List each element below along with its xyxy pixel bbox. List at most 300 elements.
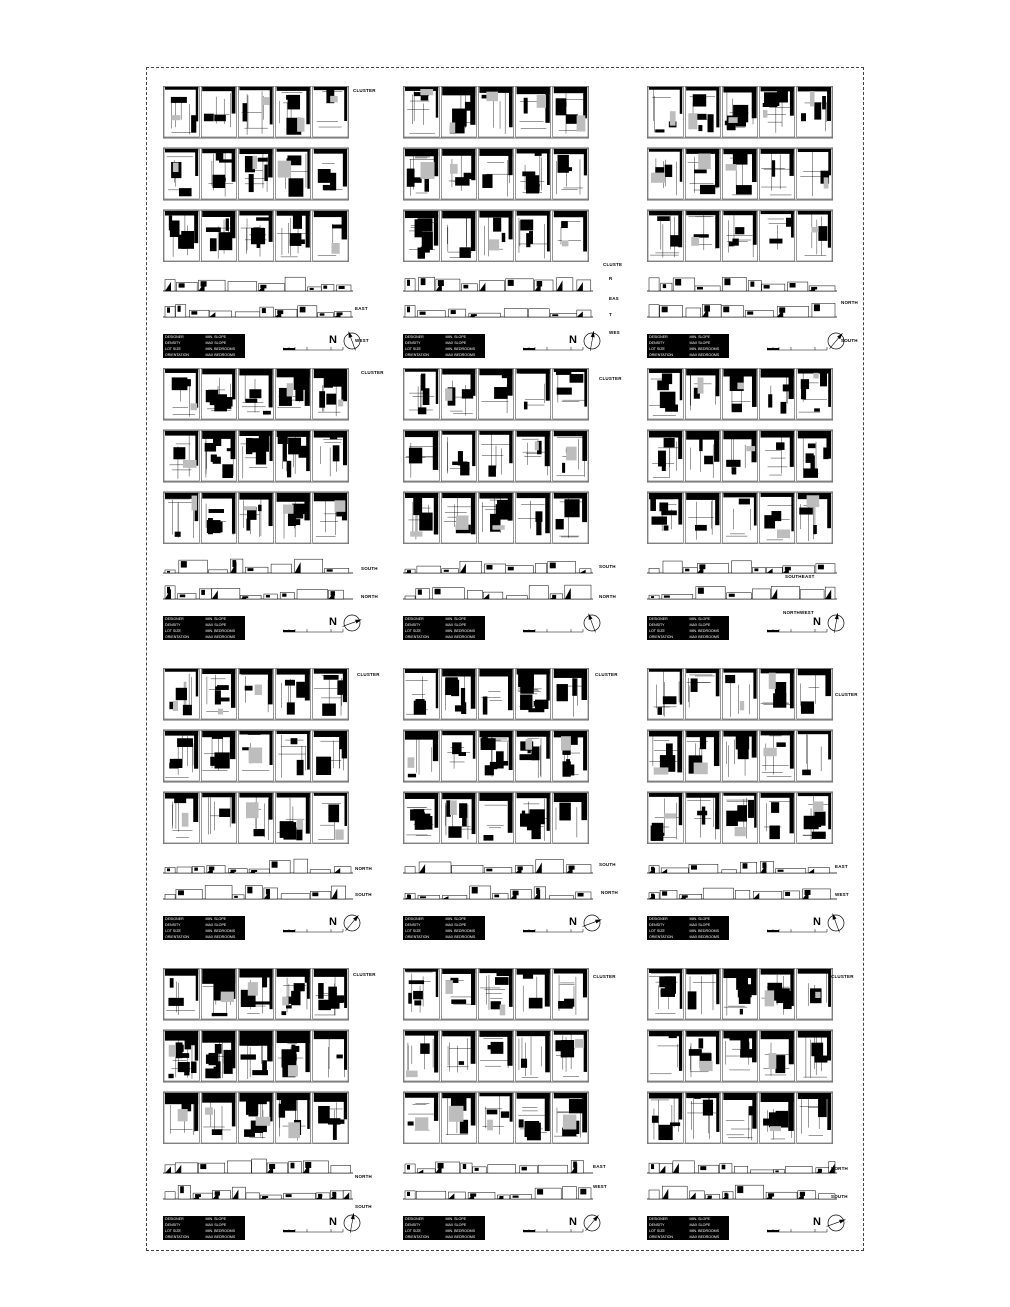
design-data-block <box>163 1216 245 1240</box>
plan-band <box>163 368 349 420</box>
view-label: NORTHWEST <box>783 610 814 615</box>
plan-band <box>647 210 833 262</box>
view-label: NORTH <box>601 890 618 895</box>
design-data-block <box>647 916 729 940</box>
design-data-block <box>403 334 485 358</box>
cluster-plan <box>647 668 833 844</box>
elevation-svg <box>647 302 837 318</box>
plan-band <box>163 430 349 482</box>
plan-band <box>403 1092 589 1144</box>
elevation-drawing <box>403 858 593 874</box>
view-label: CLUSTER <box>595 672 618 677</box>
design-data-key: LOT SIZE <box>649 1229 665 1233</box>
design-data-key: ORIENTATION <box>649 1235 674 1239</box>
elevation-drawing <box>647 1184 837 1200</box>
view-label: NORTH <box>599 594 616 599</box>
north-arrow-svg <box>581 1212 603 1234</box>
design-data-key: MAX SLOPE <box>689 1223 711 1227</box>
cluster-plan-drawing <box>647 668 833 844</box>
design-data-key: MAX BEDROOMS <box>445 353 476 357</box>
cluster-plan <box>163 668 349 844</box>
plan-band <box>163 86 349 138</box>
design-data-key: DESIGNER <box>165 617 184 621</box>
elevation-drawing <box>403 1158 593 1174</box>
plan-band <box>647 492 833 544</box>
cluster-plan <box>647 368 833 544</box>
elevation-svg <box>163 1158 353 1174</box>
design-data-key: MAX SLOPE <box>689 923 711 927</box>
view-label: CLUSTER <box>831 974 854 979</box>
north-arrow-svg <box>825 912 847 934</box>
elevation-svg <box>647 884 837 900</box>
design-data-key: MAX BEDROOMS <box>205 635 236 639</box>
design-data-key: DESIGNER <box>165 917 184 921</box>
plan-band <box>163 668 349 720</box>
view-label: CLUSTER <box>353 972 376 977</box>
view-label: EAST <box>835 864 848 869</box>
view-label: CLUSTER <box>353 88 376 93</box>
elevation-svg <box>163 302 353 318</box>
elevation-drawing <box>647 558 837 574</box>
north-arrow-icon <box>341 912 363 934</box>
elevation-svg <box>403 558 593 574</box>
cluster-plan <box>647 968 833 1144</box>
view-label: WEST <box>593 1184 607 1189</box>
north-arrow-icon <box>581 912 603 934</box>
design-data-row <box>405 634 483 640</box>
plan-band <box>403 668 589 720</box>
elevation-drawing <box>403 276 593 292</box>
design-data-key: MIN. BEDROOMS <box>689 929 720 933</box>
design-data-key: ORIENTATION <box>405 1235 430 1239</box>
view-label: SOUTHEAST <box>785 574 815 579</box>
elevation-drawing <box>163 1158 353 1174</box>
elevation-svg <box>403 584 593 600</box>
elevation-drawing <box>403 558 593 574</box>
design-data-key: MAX SLOPE <box>205 923 227 927</box>
design-data-key: MIN. SLOPE <box>689 917 711 921</box>
plan-band <box>647 86 833 138</box>
view-label: SOUTH <box>831 1194 848 1199</box>
site-plan-panel <box>647 368 847 648</box>
design-data-block <box>647 1216 729 1240</box>
elevation-svg <box>647 858 837 874</box>
view-label: NORTH <box>355 866 372 871</box>
plan-band <box>647 1030 833 1082</box>
design-data-key: DESIGNER <box>649 917 668 921</box>
design-data-key: DESIGNER <box>165 335 184 339</box>
design-data-key: LOT SIZE <box>165 1229 181 1233</box>
north-letter: N <box>569 334 577 346</box>
north-arrow-svg <box>825 330 847 352</box>
north-arrow-icon <box>581 612 603 634</box>
cluster-plan-drawing <box>647 86 833 262</box>
design-data-key: DENSITY <box>165 923 181 927</box>
cluster-plan <box>163 86 349 262</box>
design-data-key: ORIENTATION <box>405 935 430 939</box>
design-data-key: DENSITY <box>165 1223 181 1227</box>
view-label: CLUSTER <box>835 692 858 697</box>
design-data-block <box>403 916 485 940</box>
north-letter: N <box>329 616 337 628</box>
elevation-drawing <box>403 1184 593 1200</box>
design-data-key: MAX BEDROOMS <box>445 935 476 939</box>
north-arrow-icon <box>825 1212 847 1234</box>
elevation-drawing <box>163 584 353 600</box>
view-label: NORTH <box>831 1166 848 1171</box>
design-data-key: ORIENTATION <box>165 1235 190 1239</box>
north-letter: N <box>569 916 577 928</box>
design-data-row <box>649 1234 727 1240</box>
plan-band <box>163 210 349 262</box>
design-data-key: DENSITY <box>405 341 421 345</box>
elevation-drawing <box>403 884 593 900</box>
north-arrow-svg <box>581 912 603 934</box>
design-data-key: MAX BEDROOMS <box>205 935 236 939</box>
view-label: WES <box>609 330 620 335</box>
design-data-key: ORIENTATION <box>649 353 674 357</box>
cluster-plan-drawing <box>403 668 589 844</box>
drawing-sheet <box>146 67 864 1251</box>
north-arrow-svg <box>341 912 363 934</box>
design-data-row <box>165 1234 243 1240</box>
design-data-key: DENSITY <box>649 923 665 927</box>
plan-band <box>163 730 349 782</box>
design-data-key: DENSITY <box>405 923 421 927</box>
plan-band <box>403 730 589 782</box>
site-plan-panel <box>403 968 616 1248</box>
design-data-key: LOT SIZE <box>649 347 665 351</box>
design-data-key: MIN. SLOPE <box>205 1217 227 1221</box>
design-data-key: MIN. SLOPE <box>689 1217 711 1221</box>
design-data-key: ORIENTATION <box>649 935 674 939</box>
elevation-svg <box>163 584 353 600</box>
design-data-block <box>403 1216 485 1240</box>
view-label: EAST <box>593 1164 606 1169</box>
view-label: CLUSTE <box>603 262 623 267</box>
design-data-row <box>649 934 727 940</box>
cluster-plan-drawing <box>647 968 833 1144</box>
view-label: CLUSTER <box>357 672 380 677</box>
design-data-block <box>647 334 729 358</box>
plan-band <box>647 668 833 720</box>
design-data-key: DENSITY <box>405 1223 421 1227</box>
elevation-svg <box>403 858 593 874</box>
site-plan-panel <box>647 668 858 948</box>
view-label: SOUTH <box>355 1204 372 1209</box>
design-data-row <box>405 1234 483 1240</box>
design-data-key: LOT SIZE <box>165 629 181 633</box>
elevation-svg <box>647 1158 837 1174</box>
cluster-plan <box>403 668 589 844</box>
design-data-key: MAX SLOPE <box>205 341 227 345</box>
elevation-drawing <box>163 1184 353 1200</box>
view-label: SOUTH <box>599 564 616 569</box>
view-label: CLUSTER <box>593 974 616 979</box>
design-data-key: LOT SIZE <box>405 929 421 933</box>
elevation-drawing <box>647 1158 837 1174</box>
cluster-plan-drawing <box>163 368 349 544</box>
design-data-key: MIN. BEDROOMS <box>205 629 236 633</box>
design-data-block <box>647 616 729 640</box>
elevation-drawing <box>403 584 593 600</box>
view-label: NORTH <box>355 1174 372 1179</box>
site-plan-panel <box>163 668 380 948</box>
design-data-key: MIN. SLOPE <box>445 917 467 921</box>
elevation-drawing <box>647 884 837 900</box>
plan-band <box>403 792 589 844</box>
design-data-block <box>403 616 485 640</box>
north-letter: N <box>329 334 337 346</box>
plan-band <box>403 210 589 262</box>
cluster-plan-drawing <box>403 368 589 544</box>
plan-band <box>163 968 349 1020</box>
cluster-plan <box>403 968 589 1144</box>
design-data-key: DENSITY <box>165 623 181 627</box>
north-letter: N <box>813 916 821 928</box>
design-data-block <box>163 916 245 940</box>
elevation-svg <box>403 1158 593 1174</box>
north-arrow-icon <box>341 1212 363 1234</box>
design-data-key: MAX SLOPE <box>689 341 711 345</box>
design-data-key: ORIENTATION <box>165 635 190 639</box>
cluster-plan-drawing <box>403 968 589 1144</box>
elevation-svg <box>647 558 837 574</box>
design-data-row <box>405 352 483 358</box>
view-label: CLUSTER <box>599 376 622 381</box>
site-plan-panel <box>647 968 854 1248</box>
design-data-key: MAX SLOPE <box>445 1223 467 1227</box>
design-data-row <box>405 934 483 940</box>
plan-band <box>403 368 589 420</box>
design-data-key: ORIENTATION <box>405 635 430 639</box>
elevation-svg <box>647 584 837 600</box>
design-data-key: MIN. BEDROOMS <box>205 1229 236 1233</box>
north-arrow-icon <box>341 330 363 352</box>
plan-band <box>163 1092 349 1144</box>
design-data-key: LOT SIZE <box>649 629 665 633</box>
plan-band <box>403 86 589 138</box>
design-data-key: LOT SIZE <box>165 347 181 351</box>
cluster-plan-drawing <box>163 668 349 844</box>
plan-band <box>403 430 589 482</box>
design-data-key: MAX BEDROOMS <box>689 635 720 639</box>
north-arrow-svg <box>825 1212 847 1234</box>
design-data-key: LOT SIZE <box>649 929 665 933</box>
design-data-key: DENSITY <box>649 341 665 345</box>
north-arrow-svg <box>581 330 603 352</box>
design-data-key: MIN. SLOPE <box>205 617 227 621</box>
design-data-key: MIN. SLOPE <box>205 335 227 339</box>
cluster-plan-drawing <box>163 86 349 262</box>
north-letter: N <box>569 1216 577 1228</box>
design-data-key: DESIGNER <box>649 335 668 339</box>
north-arrow-icon <box>341 612 363 634</box>
design-data-key: MIN. SLOPE <box>689 335 711 339</box>
design-data-block <box>163 616 245 640</box>
cluster-plan <box>647 86 833 262</box>
plan-band <box>403 492 589 544</box>
design-data-key: ORIENTATION <box>649 635 674 639</box>
design-data-key: ORIENTATION <box>165 353 190 357</box>
design-data-key: MIN. BEDROOMS <box>689 347 720 351</box>
design-data-key: MIN. BEDROOMS <box>205 929 236 933</box>
view-label: WEST <box>355 338 369 343</box>
plan-band <box>647 792 833 844</box>
north-arrow-svg <box>825 612 847 634</box>
design-data-key: MIN. SLOPE <box>445 617 467 621</box>
design-data-key: DESIGNER <box>165 1217 184 1221</box>
design-data-key: MIN. BEDROOMS <box>445 1229 476 1233</box>
design-data-row <box>649 634 727 640</box>
design-data-row <box>165 352 243 358</box>
elevation-drawing <box>647 276 837 292</box>
design-data-key: DENSITY <box>405 623 421 627</box>
elevation-svg <box>163 276 353 292</box>
north-arrow-icon <box>581 1212 603 1234</box>
site-plan-panel <box>403 368 622 648</box>
north-arrow-icon <box>825 330 847 352</box>
design-data-key: MIN. SLOPE <box>445 1217 467 1221</box>
plan-band <box>163 1030 349 1082</box>
plan-band <box>163 792 349 844</box>
design-data-key: MAX BEDROOMS <box>689 1235 720 1239</box>
elevation-svg <box>163 858 353 874</box>
view-label: WEST <box>835 892 849 897</box>
design-data-key: MIN. BEDROOMS <box>445 347 476 351</box>
design-data-key: MAX BEDROOMS <box>689 935 720 939</box>
design-data-key: DESIGNER <box>405 1217 424 1221</box>
cluster-plan <box>403 86 589 262</box>
elevation-svg <box>403 1184 593 1200</box>
elevation-svg <box>647 276 837 292</box>
view-label: EAS <box>609 296 619 301</box>
view-label: CLUSTER <box>361 370 384 375</box>
design-data-key: MAX BEDROOMS <box>689 353 720 357</box>
design-data-row <box>165 934 243 940</box>
view-label: NORTH <box>361 594 378 599</box>
cluster-plan-drawing <box>647 368 833 544</box>
design-data-key: MIN. SLOPE <box>205 917 227 921</box>
site-plan-panel <box>163 86 376 366</box>
design-data-key: DESIGNER <box>649 617 668 621</box>
design-data-key: DENSITY <box>165 341 181 345</box>
design-data-key: DESIGNER <box>649 1217 668 1221</box>
scale-bar-svg <box>767 344 829 352</box>
design-data-key: DESIGNER <box>405 335 424 339</box>
design-data-row <box>649 352 727 358</box>
view-label: SOUTH <box>599 862 616 867</box>
design-data-key: ORIENTATION <box>165 935 190 939</box>
north-arrow-svg <box>581 612 603 634</box>
design-data-block <box>163 334 245 358</box>
design-data-key: MIN. SLOPE <box>445 335 467 339</box>
site-plan-panel <box>163 368 384 648</box>
design-data-key: LOT SIZE <box>405 1229 421 1233</box>
north-arrow-icon <box>581 330 603 352</box>
view-label: SOUTH <box>355 892 372 897</box>
design-data-key: MIN. SLOPE <box>689 617 711 621</box>
view-label: EAST <box>355 306 368 311</box>
elevation-drawing <box>163 302 353 318</box>
design-data-key: MAX SLOPE <box>689 623 711 627</box>
site-plan-panel <box>403 668 618 948</box>
north-arrow-icon <box>825 612 847 634</box>
plan-band <box>647 730 833 782</box>
elevation-drawing <box>403 302 593 318</box>
design-data-key: DENSITY <box>649 1223 665 1227</box>
elevation-drawing <box>647 302 837 318</box>
north-letter: N <box>813 616 821 628</box>
cluster-plan-drawing <box>163 968 349 1144</box>
plan-band <box>647 368 833 420</box>
design-data-key: MAX BEDROOMS <box>445 1235 476 1239</box>
elevation-svg <box>403 302 593 318</box>
site-plan-panel <box>403 86 623 366</box>
design-data-key: LOT SIZE <box>405 347 421 351</box>
design-data-key: DENSITY <box>649 623 665 627</box>
design-data-key: MAX SLOPE <box>445 341 467 345</box>
cluster-plan <box>163 368 349 544</box>
north-letter: N <box>329 1216 337 1228</box>
elevation-drawing <box>647 584 837 600</box>
scale-bar <box>523 626 585 634</box>
elevation-svg <box>163 558 353 574</box>
elevation-drawing <box>647 858 837 874</box>
north-arrow-svg <box>341 330 363 352</box>
north-arrow-svg <box>341 612 363 634</box>
design-data-key: MIN. BEDROOMS <box>445 929 476 933</box>
design-data-key: MIN. BEDROOMS <box>689 629 720 633</box>
plan-band <box>403 148 589 200</box>
plan-band <box>647 968 833 1020</box>
design-data-key: DESIGNER <box>405 617 424 621</box>
design-data-key: MIN. BEDROOMS <box>205 347 236 351</box>
design-data-key: MAX SLOPE <box>205 623 227 627</box>
design-data-key: MAX SLOPE <box>445 623 467 627</box>
site-plan-panel <box>647 86 858 366</box>
view-label: SOUTH <box>361 566 378 571</box>
elevation-svg <box>163 884 353 900</box>
view-label: T <box>609 312 612 317</box>
design-data-row <box>165 634 243 640</box>
design-data-key: MAX BEDROOMS <box>205 353 236 357</box>
elevation-svg <box>647 1184 837 1200</box>
elevation-svg <box>163 1184 353 1200</box>
elevation-drawing <box>163 558 353 574</box>
design-data-key: MAX SLOPE <box>205 1223 227 1227</box>
plan-band <box>647 430 833 482</box>
design-data-key: MAX BEDROOMS <box>445 635 476 639</box>
design-data-key: LOT SIZE <box>165 929 181 933</box>
view-label: NORTH <box>841 300 858 305</box>
cluster-plan <box>403 368 589 544</box>
plan-band <box>163 148 349 200</box>
view-label: R <box>609 276 613 281</box>
scale-bar-svg <box>523 626 585 634</box>
view-label: SOUTH <box>841 338 858 343</box>
plan-band <box>163 492 349 544</box>
elevation-drawing <box>163 884 353 900</box>
north-arrow-svg <box>341 1212 363 1234</box>
cluster-plan <box>163 968 349 1144</box>
scale-bar <box>767 344 829 352</box>
design-data-key: MAX SLOPE <box>445 923 467 927</box>
design-data-key: MAX BEDROOMS <box>205 1235 236 1239</box>
elevation-svg <box>403 276 593 292</box>
plan-band <box>647 1092 833 1144</box>
plan-band <box>647 148 833 200</box>
